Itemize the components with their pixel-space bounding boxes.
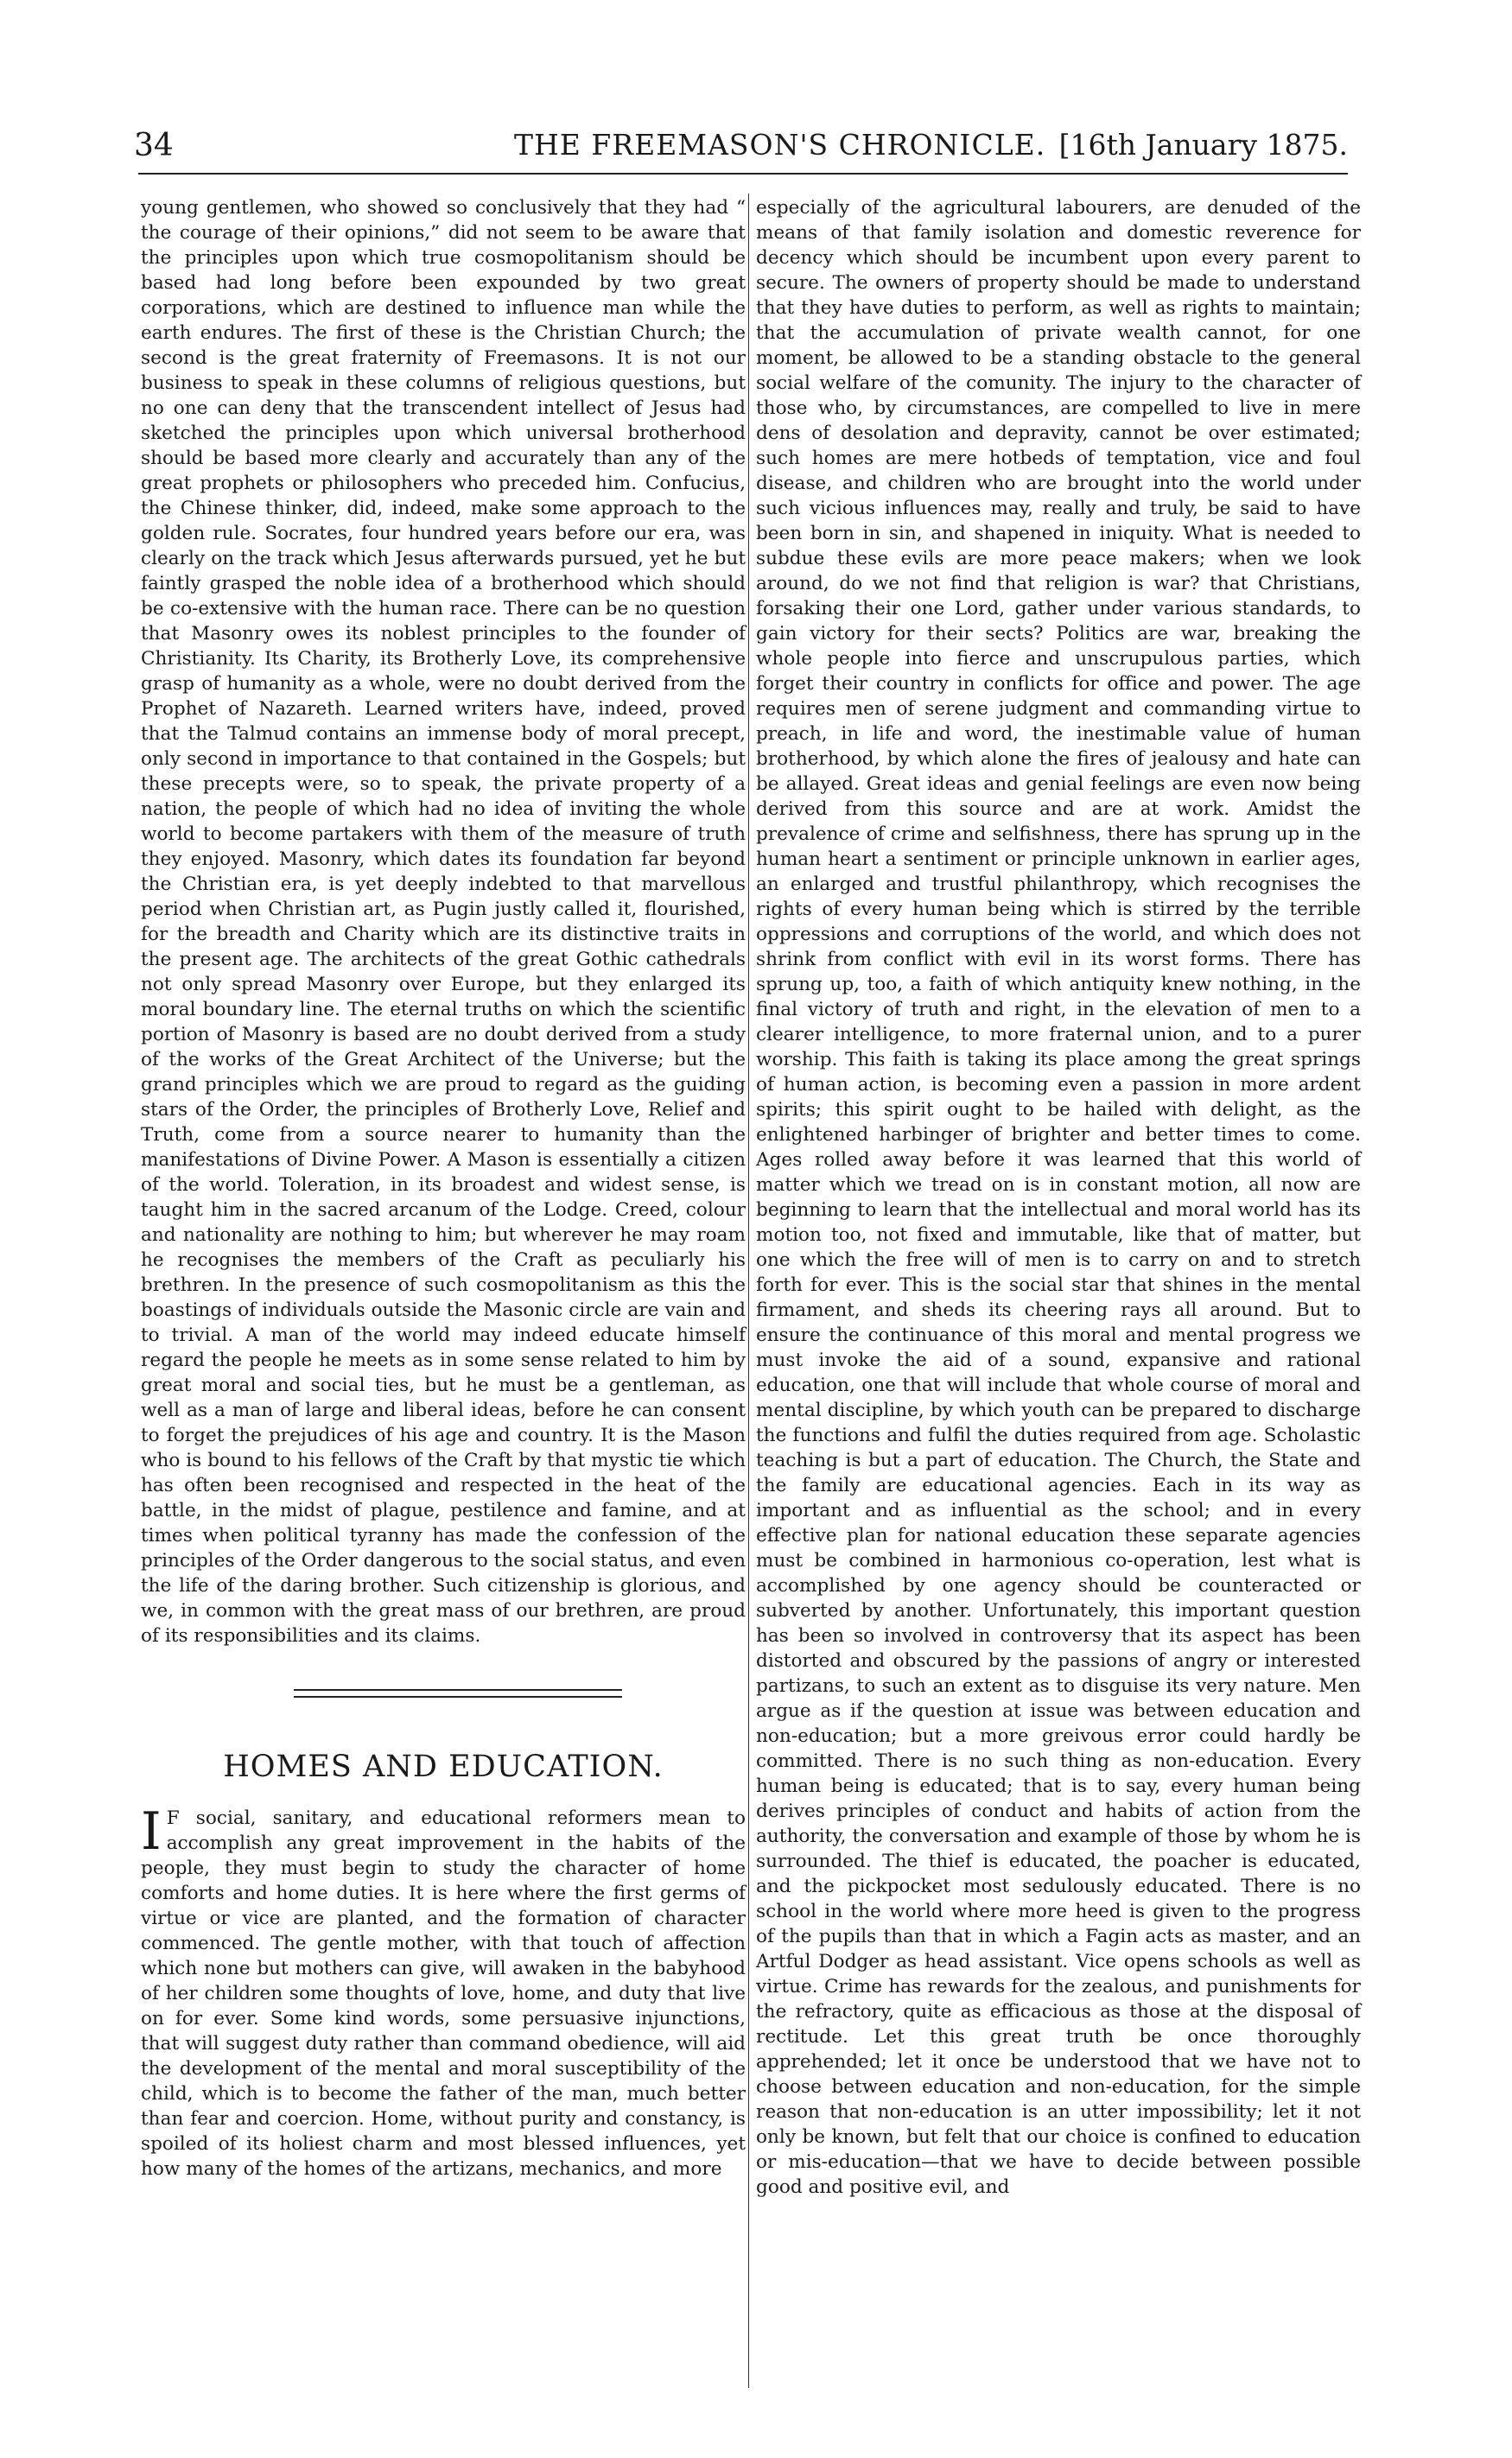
section-divider-bottom (294, 1696, 622, 1698)
issue-date: [16th January 1875. (1058, 128, 1348, 162)
article-opening (141, 1801, 746, 2182)
left-column (141, 195, 746, 1648)
right-column-paragraph: especially of the agricultural labourers, are denuded of the means of that family isolation and domestic reverence for decency which should be incumbent upon every parent to secure. The owners of property should be made to understand that they have duties to perform, as well as rights to maintain; that the accumulation of private wealth cannot, for one moment, be allowed to be a standing obstacle to the general social welfare of the comunity. The injury to the character of those who, by circumstances, are compelled to live in mere dens of desolation and depravity, cannot be over estimated; such homes are mere hotbeds of temptation, vice and foul disease, and children who are brought into the world under such vicious influences may, really and truly, be said to have been born in sin, and shapened in iniquity. What is needed to subdue these evils are more peace makers; when we look around, do we not find that religion is war? that Christians, forsaking their one Lord, gather under various standards, to gain victory for their sects? Politics are war, breaking the whole people into fierce and unscrupulous parties, which forget their country in conflicts for office and power. The age requires men of serene judgment and commanding virtue to preach, in life and word, the inestimable value of human brotherhood, by which alone the fires of jealousy and hate can be allayed. Great ideas and genial feelings are even now being derived from this source and are at work. Amidst the prevalence of crime and selfishness, there has sprung up in the human heart a sentiment or principle unknown in earlier ages, an enlarged and trustful philanthropy, which recognises the rights of every human being which is stirred by the terrible oppressions and corruptions of the world, and which does not shrink from conflict with evil in its worst forms. There has sprung up, too, a faith of which antiquity knew nothing, in the final victory of truth and right, in the elevation of men to a clearer intelligence, to more fraternal union, and to a purer worship. This faith is taking its place among the great springs of human action, is becoming even a passion in more ardent spirits; this spirit ought to be hailed with delight, as the enlightened harbinger of brighter and better times to come. Ages rolled away before it was learned that this world of matter which we tread on is in constant motion, all now are beginning to learn that the intellectual and moral world has its motion too, not fixed and immutable, like that of matter, but one which the free will of men is to carry on and to stretch forth for ever. This is the social star that shines in the mental firmament, and sheds its cheering rays all around. But to ensure the continuance of this moral and mental progress we must invoke the aid of a sound, expansive and rational education, one that will include that whole course of moral and mental discipline, by which youth can be prepared to discharge the functions and fulfil the duties required from age. Scholastic teaching is but a part of education. The Church, the State and the family are educational agencies. Each in its way as important and as influential as the school; and in every effective plan for national education these separate agencies must be combined in harmonious co-operation, lest what is accomplished by one agency should be counteracted or subverted by another. Unfortunately, this important question has been so involved in controversy that its aspect has been distorted and obscured by the passions of angry or interested partizans, to such an extent as to disguise its very nature. Men argue as if the question at issue was between education and non-education; but a more greivous error could hardly be committed. There is no such thing as non-education. Every human being is educated; that is to say, every human being derives principles of conduct and habits of action from the authority, the conversation and example of those by whom he is surrounded. The thief is educated, the poacher is educated, and the pickpocket most sedulously educated. There is no school in the world where more heed is given to the progress of the pupils than that in which a Fagin acts as master, and an Artful Dodger as head assistant. Vice opens schools as well as virtue. Crime has rewards for the zealous, and punishments for the refractory, quite as efficacious as those at the disposal of rectitude. Let this great truth be once thoroughly apprehended; let it once be understood that we have not to choose between education and non-education, for the simple reason that non-education is an utter impossibility; let it not only be known, but felt that our choice is confined to education or mis-education—that we have to decide between possible good and positive evil, and (756, 197, 1361, 2198)
page-number: 34 (134, 128, 174, 163)
right-column (756, 195, 1361, 2200)
masthead-title: THE FREEMASON'S CHRONICLE. (514, 128, 1046, 162)
header-rule (138, 173, 1348, 175)
page-header (134, 128, 1348, 167)
article-heading: HOMES AND EDUCATION. (223, 1750, 664, 1784)
article-opening-text: F social, sanitary, and educational reformers mean to accomplish any great improvement in the habits of the people, they must begin to study the character of home comforts and home duties. It is here where the first germs of virtue or vice are planted, and the formation of character commenced. The gentle mother, with that touch of affection which none but mothers can give, will awaken in the babyhood of her children some thoughts of love, home, and duty that live on for ever. Some kind words, some persuasive injunctions, that will suggest duty rather than command obedience, will aid the development of the mental and moral susceptibility of the child, which is to become the father of the man, much better than fear and coercion. Home, without purity and constancy, is spoiled of its holiest charm and most blessed influences, yet how many of the homes of the artizans, mechanics, and more (141, 1807, 746, 2180)
left-column-paragraph: young gentlemen, who showed so conclusively that they had “ the courage of their opinions,” did not seem to be aware that the principles upon which true cosmopolitanism should be based had long before been expounded by two great corporations, which are destined to influence man while the earth endures. The first of these is the Christian Church; the second is the great fraternity of Freemasons. It is not our business to speak in these columns of religious questions, but no one can deny that the transcendent intellect of Jesus had sketched the principles upon which universal brotherhood should be based more clearly and accurately than any of the great prophets or philosophers who preceded him. Confucius, the Chinese thinker, did, indeed, make some approach to the golden rule. Socrates, four hundred years before our era, was clearly on the track which Jesus afterwards pursued, yet he but faintly grasped the noble idea of a brotherhood which should be co-extensive with the human race. There can be no question that Masonry owes its noblest principles to the founder of Christianity. Its Charity, its Brotherly Love, its comprehensive grasp of humanity as a whole, were no doubt derived from the Prophet of Nazareth. Learned writers have, indeed, proved that the Talmud contains an immense body of moral precept, only second in importance to that contained in the Gospels; but these precepts were, so to speak, the private property of a nation, the people of which had no idea of inviting the whole world to become partakers with them of the measure of truth they enjoyed. Masonry, which dates its foundation far beyond the Christian era, is yet deeply indebted to that marvellous period when Christian art, as Pugin justly called it, flourished, for the breadth and Charity which are its distinctive traits in the present age. The architects of the great Gothic cathedrals not only spread Masonry over Europe, but they enlarged its moral boundary line. The eternal truths on which the scientific portion of Masonry is based are no doubt derived from a study of the works of the Great Architect of the Universe; but the grand principles which we are proud to regard as the guiding stars of the Order, the principles of Brotherly Love, Relief and Truth, come from a source nearer to humanity than the manifestations of Divine Power. A Mason is essentially a citizen of the world. Toleration, in its broadest and widest sense, is taught him in the sacred arcanum of the Lodge. Creed, colour and nationality are nothing to him; but wherever he may roam he recognises the members of the Craft as peculiarly his brethren. In the presence of such cosmopolitanism as this the boastings of individuals outside the Masonic circle are vain and to trivial. A man of the world may indeed educate himself regard the people he meets as in some sense related to him by great moral and social ties, but he must be a gentleman, as well as a man of large and liberal ideas, before he can consent to forget the prejudices of his age and country. It is the Mason who is bound to his fellows of the Craft by that mystic tie which has often been recognised and respected in the heat of the battle, in the midst of plague, pestilence and famine, and at times when political tyranny has made the confession of the principles of the Order dangerous to the social status, and even the life of the daring brother. Such citizenship is glorious, and we, in common with the great mass of our brethren, are proud of its responsibilities and its claims. (141, 197, 746, 1647)
section-divider-top (294, 1689, 622, 1691)
column-divider (748, 194, 749, 2388)
drop-cap: I (141, 1801, 162, 1862)
